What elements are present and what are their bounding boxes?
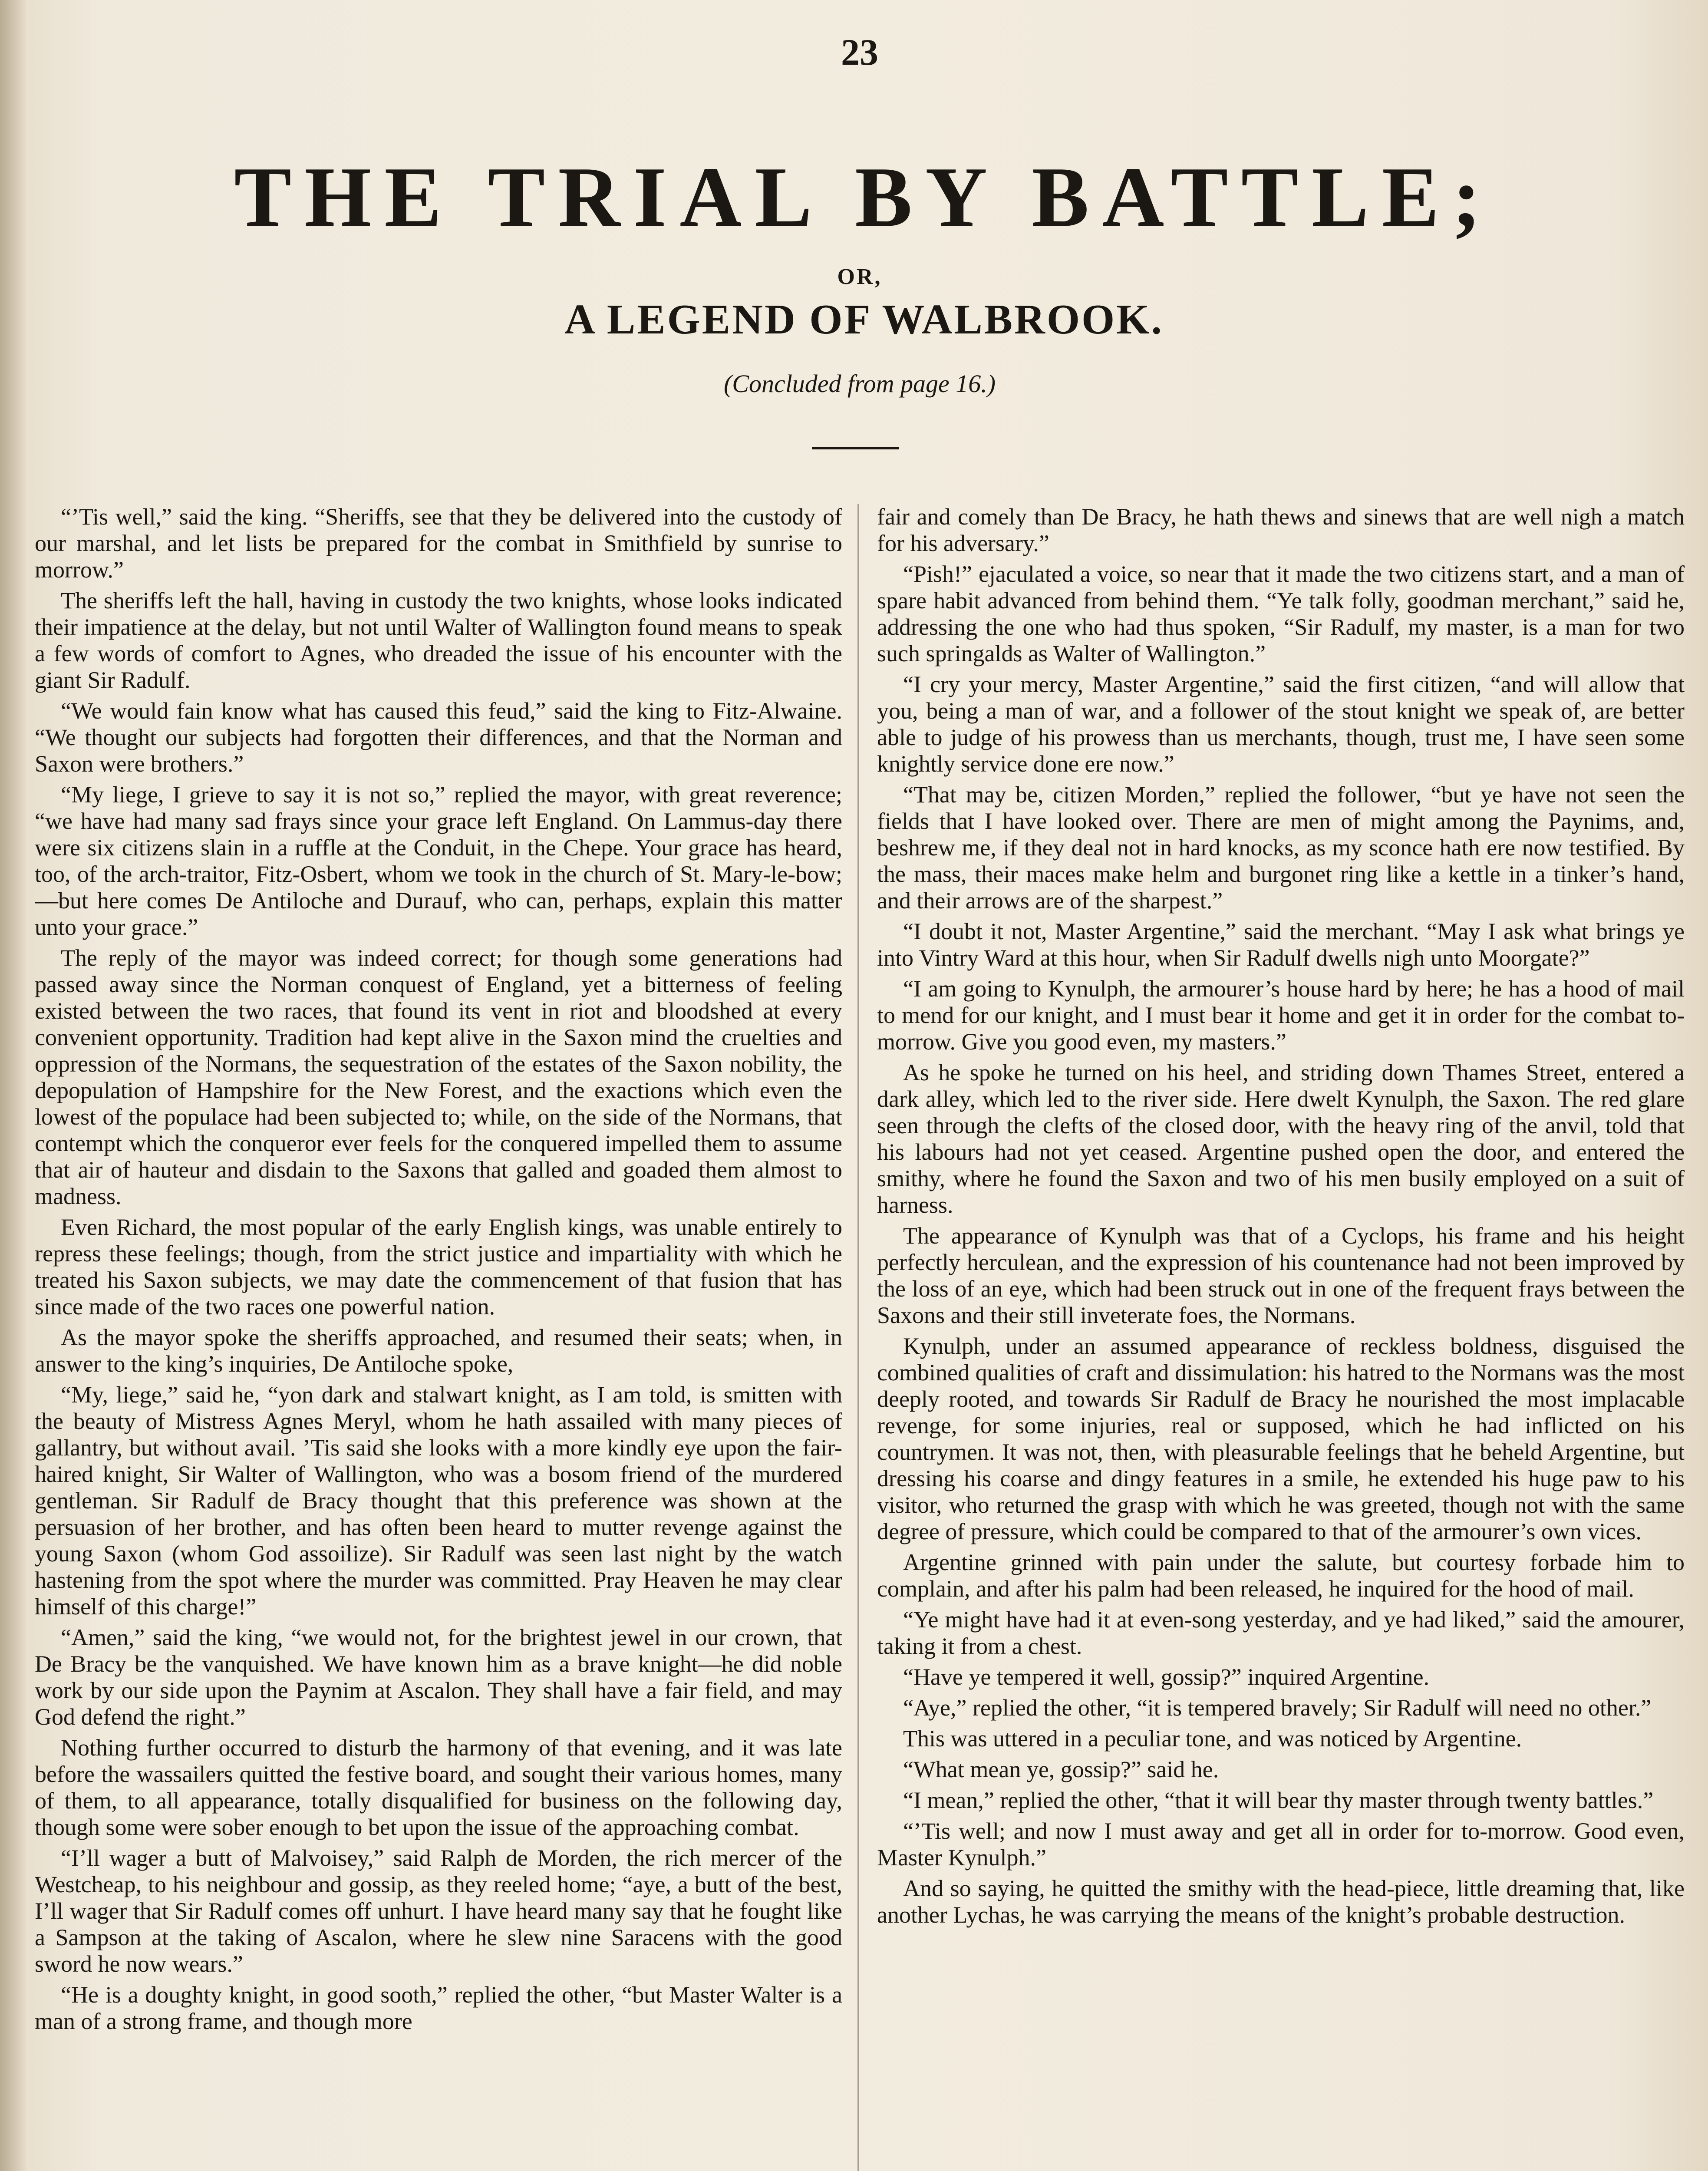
paragraph: “Pish!” ejaculated a voice, so near that it made the two citizens start, and a man of spare habit advanced from behind them. “Ye talk folly, goodman merchant,” said he, addressing the one who had thus spoken, “Sir Radulf, my master, is a man for two such springalds as Walter of Wallington.” (877, 561, 1685, 666)
paragraph: “I mean,” replied the other, “that it will bear thy master through twenty battles.” (903, 1787, 1654, 1813)
paragraph: “My, liege,” said he, “yon dark and stalwart knight, as I am told, is smitten with the beauty of Mistress Agnes Meryl, whom he hath assailed with many pieces of gallantry, but without avail. ’Tis said she looks with a more kindly eye upon the fair-haired knight, Sir Walter of Wallington, who was a bosom friend of the murdered gentleman. Sir Radulf de Bracy thought that this preference was shown at the persuasion of her brother, and has often been heard to mutter revenge against the young Saxon (whom God assoilize). Sir Radulf was seen last night by the watch hastening from the spot where the murder was committed. Pray Heaven he may clear himself of this charge!” (35, 1382, 842, 1620)
paragraph: “That may be, citizen Morden,” replied the follower, “but ye have not seen the fields that I have looked over. There are men of might among the Paynims, and, beshrew me, if they deal not in hard knocks, as my sconce hath ere now testified. By the mass, their maces make helm and burgonet ring like a kettle in a tinker’s hand, and their arrows are of the sharpest.” (877, 782, 1685, 914)
paragraph: “What mean ye, gossip?” said he. (903, 1756, 1219, 1782)
left-column (35, 504, 842, 2171)
paragraph: “My liege, I grieve to say it is not so,” replied the mayor, with great reverence; “we have had many sad frays since your grace left England. On Lammus-day there were six citizens slain in a ruffle at the Conduit, in the Chepe. Your grace has heard, too, of the arch-traitor, Fitz-Osbert, whom we took in the church of St. Mary-le-bow;—but here comes De Antiloche and Durauf, who can, perhaps, explain this matter unto your grace.” (35, 782, 842, 940)
paragraph: And so saying, he quitted the smithy with the head-piece, little dreaming that, like another Lychas, he was carrying the means of the knight’s probable destruction. (877, 1875, 1685, 1928)
paragraph: The reply of the mayor was indeed correct; for though some generations had passed away since the Norman conquest of England, yet a bitterness of feeling existed between the two races, that found its vent in riot and bloodshed at every convenient opportunity. Tradition had kept alive in the Saxon mind the cruelties and oppression of the Normans, the sequestration of the estates of the Saxon nobility, the depopulation of Hampshire for the New Forest, and the exactions which even the lowest of the populace had been subjected to; while, on the side of the Normans, that contempt which the conqueror ever feels for the conquered impelled them to assume that air of hauteur and disdain to the Saxons that galled and goaded them almost to madness. (35, 945, 842, 1209)
paragraph: The appearance of Kynulph was that of a Cyclops, his frame and his height perfectly herculean, and the expression of his countenance had not been improved by the loss of an eye, which had been struck out in one of the frequent frays between the Saxons and their still inveterate foes, the Normans. (877, 1223, 1685, 1328)
paragraph: As the mayor spoke the sheriffs approached, and resumed their seats; when, in answer to the king’s inquiries, De Antiloche spoke, (35, 1324, 842, 1377)
paragraph: This was uttered in a peculiar tone, and was noticed by Argentine. (903, 1726, 1522, 1752)
paragraph: “’Tis well; and now I must away and get all in order for to-morrow. Good even, Master Kynulph.” (877, 1818, 1685, 1871)
paragraph: “Ye might have had it at even-song yesterday, and ye had liked,” said the amourer, taking it from a chest. (877, 1607, 1685, 1659)
paragraph: “I’ll wager a butt of Malvoisey,” said Ralph de Morden, the rich mercer of the Westcheap, to his neighbour and gossip, as they reeled home; “aye, a butt of the best, I’ll wager that Sir Radulf comes off unhurt. I have heard many say that he fought like a Sampson at the taking of Ascalon, where he slew nine Saracens with the good sword he now wears.” (35, 1845, 842, 1977)
paragraph: The sheriffs left the hall, having in custody the two knights, whose looks indicated their impatience at the delay, but not until Walter of Wallington found means to speak a few words of comfort to Agnes, who dreaded the issue of his encounter with the giant Sir Radulf. (35, 587, 842, 693)
page-gutter (0, 0, 26, 2171)
continuation-note-text: (Concluded from page 16.) (723, 370, 996, 398)
right-column (877, 504, 1685, 2171)
paragraph: “He is a doughty knight, in good sooth,” replied the other, “but Master Walter is a man of a strong frame, and though more (35, 1982, 842, 2034)
paragraph: “’Tis well,” said the king. “Sheriffs, see that they be delivered into the custody of our marshal, and let lists be prepared for the combat in Smithfield by sunrise to morrow.” (35, 504, 842, 583)
story-subtitle: A LEGEND OF WALBROOK. (564, 296, 1164, 343)
paragraph: “I doubt it not, Master Argentine,” said the merchant. “May I ask what brings ye into Vintry Ward at this hour, when Sir Radulf dwells nigh unto Moorgate?” (877, 918, 1685, 971)
paragraph: Nothing further occurred to disturb the harmony of that evening, and it was late before the wassailers quitted the festive board, and sought their various homes, many of them, to all appearance, totally disqualified for business on the following day, though some were sober enough to bet upon the issue of the approaching combat. (35, 1735, 842, 1840)
story-title: THE TRIAL BY BATTLE; (234, 149, 1494, 244)
continuation-note (564, 369, 1155, 398)
paragraph: As he spoke he turned on his heel, and striding down Thames Street, entered a dark alley, which led to the river side. Here dwelt Kynulph, the Saxon. The red glare seen through the clefts of the closed door, with the heavy ring of the anvil, told that his labours had not yet ceased. Argentine pushed open the door, and entered the smithy, where he found the Saxon and two of his men busily employed on a suit of harness. (877, 1059, 1685, 1218)
paragraph: “Have ye tempered it well, gossip?” inquired Argentine. (903, 1664, 1430, 1690)
title-rule (812, 447, 899, 449)
paragraph: “I am going to Kynulph, the armourer’s house hard by here; he has a hood of mail to mend for our knight, and I must bear it home and get it in order for the combat to-morrow. Give you good even, my masters.” (877, 976, 1685, 1055)
paragraph: “I cry your mercy, Master Argentine,” said the first citizen, “and will allow that you, being a man of war, and a follower of the stout knight we speak of, are better able to judge of his prowess than us merchants, though, trust me, I have seen some knightly service done ere now.” (877, 671, 1685, 777)
title-conjunction: OR, (837, 264, 882, 289)
paragraph: Even Richard, the most popular of the early English kings, was unable entirely to repress these feelings; though, from the strict justice and impartiality with which he treated his Saxon subjects, we may date the commencement of that fusion that has since made of the two races one powerful nation. (35, 1214, 842, 1320)
paragraph: Argentine grinned with pain under the salute, but courtesy forbade him to complain, and after his palm had been released, he inquired for the hood of mail. (877, 1549, 1685, 1602)
paragraph: “Amen,” said the king, “we would not, for the brightest jewel in our crown, that De Bracy be the vanquished. We have known him as a brave knight—he did noble work by our side upon the Paynim at Ascalon. They shall have a fair field, and may God defend the right.” (35, 1624, 842, 1730)
paragraph: Kynulph, under an assumed appearance of reckless boldness, disguised the combined qualities of craft and dissimulation: his hatred to the Normans was the most deeply rooted, and towards Sir Radulf de Bracy he nourished the most implacable revenge, for some injuries, real or supposed, which he had inflicted on his countrymen. It was not, then, with pleasurable feelings that he beheld Argentine, but dressing his coarse and dingy features in a smile, he extended his huge paw to his visitor, who returned the grasp with which he was greeted, though not with the same degree of pressure, which could be compared to that of the armourer’s own vices. (877, 1333, 1685, 1544)
page-number: 23 (841, 31, 878, 73)
column-divider (857, 504, 859, 2171)
paragraph-continued: fair and comely than De Bracy, he hath thews and sinews that are well nigh a match for his adversary.” (877, 504, 1685, 556)
paragraph: “We would fain know what has caused this feud,” said the king to Fitz-Alwaine. “We thought our subjects had forgotten their differences, and that the Norman and Saxon were brothers.” (35, 698, 842, 777)
paragraph: “Aye,” replied the other, “it is tempered bravely; Sir Radulf will need no other.” (903, 1695, 1652, 1721)
